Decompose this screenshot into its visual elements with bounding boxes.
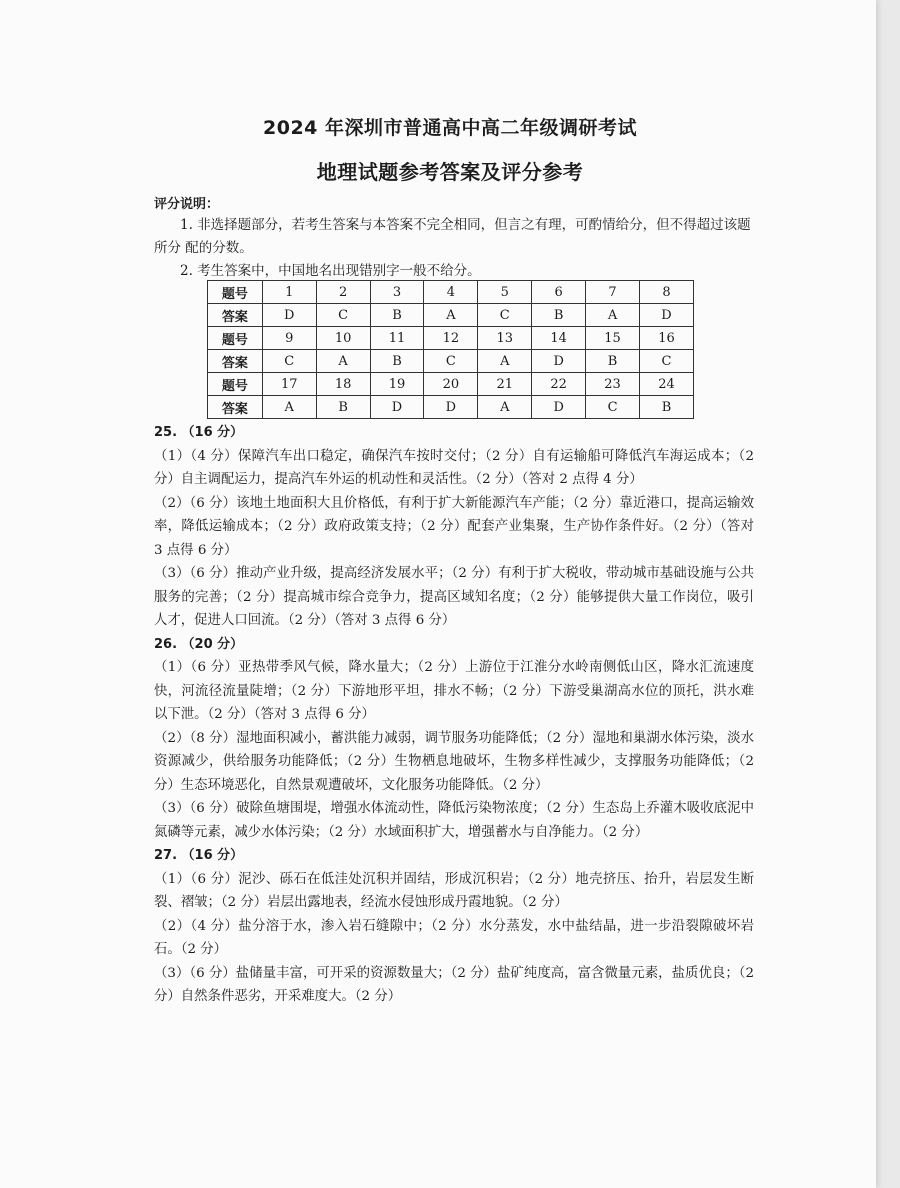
answer-cell: C xyxy=(316,304,370,327)
question-26-part-2: （2）（8 分）湿地面积减小，蓄洪能力减弱，调节服务功能降低；（2 分）湿地和巢湖水体污染，淡水资源减少，供给服务功能降低；（2 分）生物栖息地破坏，生物多样性减少，支撑服务功能降低；（2 分）生态环境恶化，自然景观遭破坏，文化服务功能降低。（2 分） xyxy=(154,730,754,793)
table-row xyxy=(208,327,694,350)
question-number: 18 xyxy=(316,373,370,396)
question-number: 8 xyxy=(640,281,694,304)
table-row xyxy=(208,304,694,327)
answer-cell: B xyxy=(370,350,424,373)
question-27-part-1: （1）（6 分）泥沙、砾石在低洼处沉积并固结，形成沉积岩；（2 分）地壳挤压、抬升，岩层发生断裂、褶皱；（2 分）岩层出露地表，经流水侵蚀形成丹霞地貌。（2 分） xyxy=(154,871,754,910)
question-number: 3 xyxy=(370,281,424,304)
answer-cell: C xyxy=(640,350,694,373)
question-number-label: 题号 xyxy=(208,373,263,396)
question-number: 1 xyxy=(262,281,316,304)
question-26-heading: 26. （20 分） xyxy=(154,636,244,652)
answer-cell: D xyxy=(532,396,586,419)
question-number-label: 题号 xyxy=(208,281,263,304)
scoring-notes xyxy=(154,214,754,283)
question-number: 2 xyxy=(316,281,370,304)
question-number: 21 xyxy=(478,373,532,396)
question-number: 9 xyxy=(262,327,316,350)
question-27-part-3: （3）（6 分）盐储量丰富，可开采的资源数量大；（2 分）盐矿纯度高，富含微量元素，盐质优良；（2 分）自然条件恶劣，开采难度大。（2 分） xyxy=(154,965,754,1004)
answer-cell: D xyxy=(532,350,586,373)
answer-cell: C xyxy=(478,304,532,327)
question-number: 16 xyxy=(640,327,694,350)
question-number: 4 xyxy=(424,281,478,304)
question-number: 11 xyxy=(370,327,424,350)
question-number: 24 xyxy=(640,373,694,396)
question-number: 12 xyxy=(424,327,478,350)
answer-cell: A xyxy=(478,396,532,419)
answer-cell: C xyxy=(424,350,478,373)
scoring-notes-heading: 评分说明： xyxy=(154,197,220,212)
question-27-heading: 27. （16 分） xyxy=(154,848,244,863)
question-25-part-2: （2）（6 分）该地土地面积大且价格低，有利于扩大新能源汽车产能；（2 分）靠近港口，提高运输效率，降低运输成本；（2 分）政府政策支持；（2 分）配套产业集聚，生产协作条件好。（2 分）（答对 3 点得 6 分） xyxy=(154,495,754,558)
table-row xyxy=(208,350,694,373)
exam-title: 2024 年深圳市普通高中高二年级调研考试 xyxy=(263,117,637,139)
answer-cell: C xyxy=(586,396,640,419)
table-row xyxy=(208,396,694,419)
answer-sections xyxy=(154,421,754,1009)
question-number: 19 xyxy=(370,373,424,396)
answer-key-table xyxy=(207,280,694,419)
question-27-part-2: （2）（4 分）盐分溶于水，渗入岩石缝隙中；（2 分）水分蒸发，水中盐结晶，进一步沿裂隙破坏岩石。（2 分） xyxy=(154,918,754,957)
answer-cell: B xyxy=(532,304,586,327)
question-26-part-1: （1）（6 分）亚热带季风气候，降水量大；（2 分）上游位于江淮分水岭南侧低山区，降水汇流速度快，河流径流量陡增；（2 分）下游地形平坦，排水不畅；（2 分）下游受巢湖高水位的顶托，洪水难以下泄。（2 分）（答对 3 点得 6 分） xyxy=(154,660,754,722)
question-number: 20 xyxy=(424,373,478,396)
answer-cell: A xyxy=(586,304,640,327)
question-number: 15 xyxy=(586,327,640,350)
question-26-part-3: （3）（6 分）破除鱼塘围堤，增强水体流动性，降低污染物浓度；（2 分）生态岛上乔灌木吸收底泥中氮磷等元素，减少水体污染；（2 分）水域面积扩大，增强蓄水与自净能力。（2 分） xyxy=(154,801,754,840)
answer-cell: D xyxy=(370,396,424,419)
question-number: 23 xyxy=(586,373,640,396)
question-number: 6 xyxy=(532,281,586,304)
answer-cell: B xyxy=(316,396,370,419)
answer-cell: D xyxy=(262,304,316,327)
question-number: 5 xyxy=(478,281,532,304)
answer-label: 答案 xyxy=(208,396,263,419)
answer-label: 答案 xyxy=(208,350,263,373)
question-number: 10 xyxy=(316,327,370,350)
question-25-part-1: （1）（4 分）保障汽车出口稳定，确保汽车按时交付；（2 分）自有运输船可降低汽车海运成本；（2 分）自主调配运力，提高汽车外运的机动性和灵活性。（2 分）（答对 2 点得 4 分） xyxy=(154,448,754,487)
answer-cell: B xyxy=(640,396,694,419)
answer-cell: A xyxy=(424,304,478,327)
answer-cell: A xyxy=(262,396,316,419)
answer-cell: B xyxy=(370,304,424,327)
scoring-note-1: 1. 非选择题部分，若考生答案与本答案不完全相同，但言之有理，可酌情给分，但不得超过该题所分 配的分数。 xyxy=(154,217,751,256)
table-row xyxy=(208,281,694,304)
table-row xyxy=(208,373,694,396)
question-number: 14 xyxy=(532,327,586,350)
question-number-label: 题号 xyxy=(208,327,263,350)
answer-cell: A xyxy=(316,350,370,373)
document-subtitle: 地理试题参考答案及评分参考 xyxy=(316,160,584,184)
answer-cell: D xyxy=(424,396,478,419)
question-number: 22 xyxy=(532,373,586,396)
question-number: 17 xyxy=(262,373,316,396)
question-25-heading: 25. （16 分） xyxy=(154,425,244,440)
question-25-part-3: （3）（6 分）推动产业升级，提高经济发展水平；（2 分）有利于扩大税收，带动城市基础设施与公共服务的完善；（2 分）提高城市综合竞争力，提高区域知名度；（2 分）能够提供大量工作岗位，吸引人才，促进人口回流。（2 分）（答对 3 点得 6 分） xyxy=(154,566,754,628)
answer-cell: D xyxy=(640,304,694,327)
answer-cell: A xyxy=(478,350,532,373)
scoring-note-2: 2. 考生答案中，中国地名出现错别字一般不给分。 xyxy=(180,263,481,279)
answer-label: 答案 xyxy=(208,304,263,327)
question-number: 13 xyxy=(478,327,532,350)
answer-cell: C xyxy=(262,350,316,373)
question-number: 7 xyxy=(586,281,640,304)
answer-cell: B xyxy=(586,350,640,373)
